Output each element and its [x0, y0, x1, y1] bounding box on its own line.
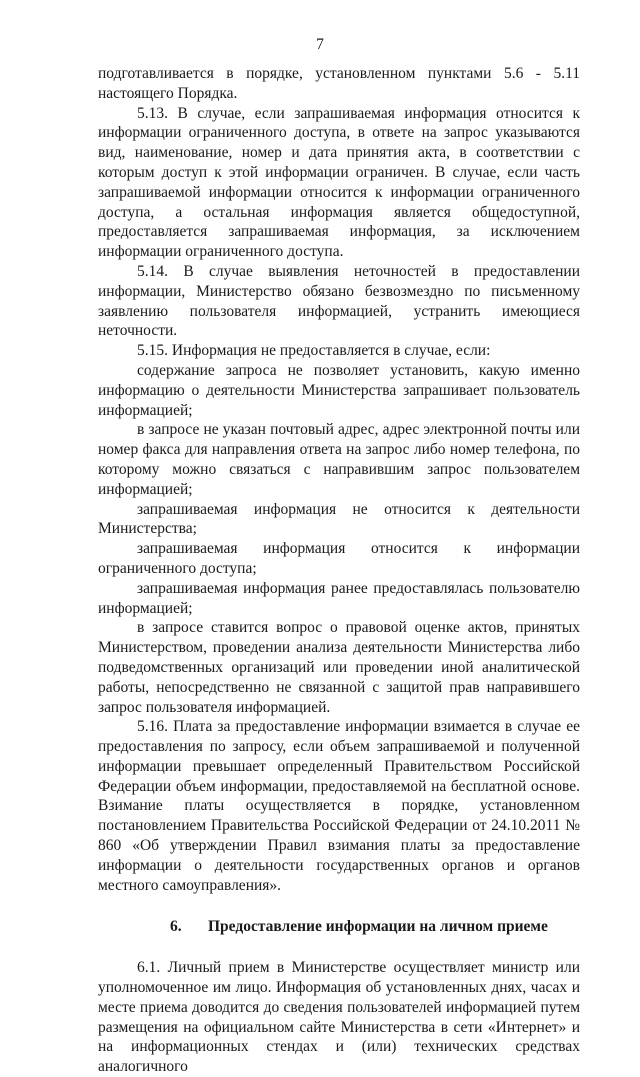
- document-body: [98, 64, 580, 1077]
- list-item: запрашиваемая информация относится к информации ограниченного доступа;: [98, 540, 580, 577]
- list-item: содержание запроса не позволяет установить, какую именно информацию о деятельности Министерства запрашивает пользователь информацией;: [98, 361, 580, 419]
- paragraph: 5.14. В случае выявления неточностей в предоставлении информации, Министерство обязано безвозмездно по письменному заявлению пользователя информацией, устранить имеющиеся неточности.: [98, 262, 580, 340]
- paragraph: 5.13. В случае, если запрашиваемая информация относится к информации ограниченного доступа, в ответе на запрос указываются вид, наименование, номер и дата принятия акта, в соответствии с которым доступ к этой информации ограничен. В случае, если часть запрашиваемой информации относится к информации ограниченного доступа, а остальная информация является общедоступной, предоставляется запрашиваемая информация, за исключением информации ограниченного доступа.: [98, 104, 580, 261]
- page-number: 7: [316, 36, 324, 53]
- list-item: в запросе ставится вопрос о правовой оценке актов, принятых Министерством, проведении анализа деятельности Министерства либо подведомственных организаций или проведении иной аналитической работы, непосредственно не связанной с защитой прав направившего запрос пользователя информацией.: [98, 619, 580, 716]
- section-heading: [98, 917, 580, 937]
- list-item: запрашиваемая информация ранее предоставлялась пользователю информацией;: [98, 579, 580, 617]
- list-item: запрашиваемая информация не относится к деятельности Министерства;: [98, 500, 580, 538]
- paragraph: 5.15. Информация не предоставляется в случае, если:: [137, 342, 491, 360]
- paragraph: 6.1. Личный прием в Министерстве осуществляет министр или уполномоченное им лицо. Информация об установленных днях, часах и месте приема доводится до сведения пользователей информацией путем размещения на официальном сайте Министерства в сети «Интернет» и на информационных стендах и (или) технических средствах аналогичного: [98, 959, 580, 1076]
- section-number: 6.: [170, 918, 182, 936]
- list-item: в запросе не указан почтовый адрес, адрес электронной почты или номер факса для направления ответа на запрос либо номер телефона, по которому можно связаться с направившим запрос пользователем информацией;: [98, 421, 580, 498]
- paragraph: 5.16. Плата за предоставление информации взимается в случае ее предоставления по запросу, если объем запрашиваемой и полученной информации превышает определенный Правительством Российской Федерации объем информации, предоставляемой на бесплатной основе. Взимание платы осуществляется в порядке, установленном постановлением Правительства Российской Федерации от 24.10.2011 № 860 «Об утверждении Правил взимания платы за предоставление информации о деятельности государственных органов и органов местного самоуправления».: [98, 718, 580, 894]
- section-title: Предоставление информации на личном приеме: [208, 918, 548, 936]
- paragraph: подготавливается в порядке, установленном пунктами 5.6 - 5.11 настоящего Порядка.: [98, 65, 580, 102]
